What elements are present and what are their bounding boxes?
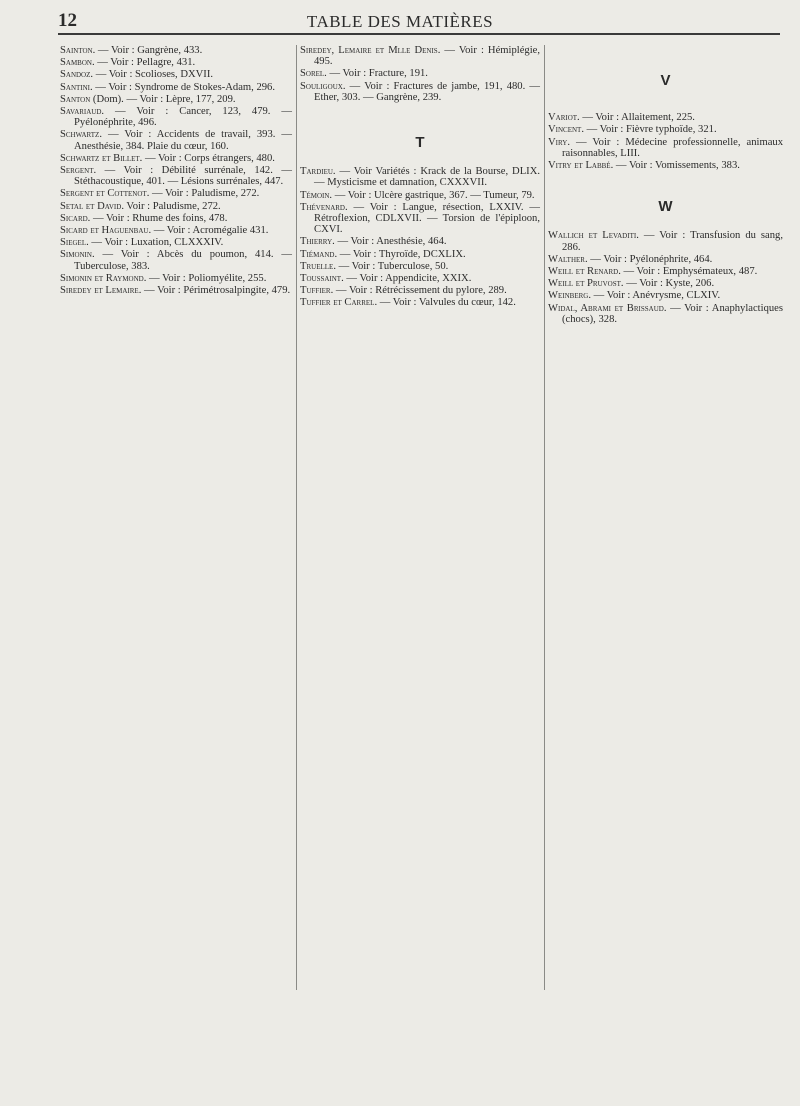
entry-reference: . — Voir : Allaitement, 225.: [577, 112, 695, 124]
index-column-1: [60, 45, 292, 297]
entry-reference: . — Voir : Fractures de jambe, 191, 480. — Ether, 303. — Gangrène, 239.: [314, 80, 540, 103]
index-entry: [60, 213, 292, 224]
entries-s-continued: [300, 45, 540, 103]
entry-reference: . — Voir : Ulcère gastrique, 367. — Tumeur, 79.: [329, 189, 535, 201]
entry-reference: (Dom). — Voir : Lèpre, 177, 209.: [90, 93, 236, 105]
entry-author: Schwartz: [60, 129, 100, 141]
index-entry: [60, 129, 292, 151]
entry-author: Wallich et Levaditi: [548, 230, 637, 242]
entry-author: Weill et Renard: [548, 266, 619, 278]
index-entry: [548, 230, 783, 252]
index-entry: [60, 94, 292, 105]
entry-author: Siredey et Lemaire: [60, 285, 139, 297]
index-entry: [60, 249, 292, 271]
entry-author: Témoin: [300, 189, 330, 201]
entry-author: Vincent: [548, 124, 582, 136]
index-entry: [548, 124, 783, 135]
entry-reference: . — Voir : Acromégalie 431.: [148, 225, 269, 237]
entry-author: Tuffier: [300, 285, 331, 297]
index-entry: [300, 285, 540, 296]
entry-reference: . — Voir : Hémiplégie, 495.: [314, 45, 540, 68]
entry-reference: . — Voir : Fracture, 191.: [324, 68, 428, 80]
index-entry: [300, 273, 540, 284]
entry-author: Widal, Abrami et Brissaud: [548, 302, 664, 314]
entry-author: Savariaud: [60, 106, 102, 118]
index-entry: [300, 81, 540, 103]
entry-reference: . — Voir Variétés : Krack de la Bourse, DLIX. — Mysticisme et damnation, CXXXVII.: [314, 166, 540, 189]
entry-reference: . — Voir : Tuberculose, 50.: [333, 260, 449, 272]
index-entry: [60, 237, 292, 248]
entry-author: Sicard et Haguenbau: [60, 225, 149, 237]
section-letter-t: T: [415, 134, 425, 152]
index-entry: [300, 249, 540, 260]
entry-author: Walther: [548, 253, 585, 265]
entries-v: [548, 112, 783, 171]
entry-author: Tuffier et Carrel: [300, 297, 375, 309]
entry-reference: . — Voir : Rhume des foins, 478.: [87, 212, 228, 224]
entry-reference: . — Voir : Fièvre typhoïde, 321.: [581, 124, 717, 136]
entry-author: Toussaint: [300, 273, 342, 285]
entry-reference: . — Voir : Pellagre, 431.: [91, 57, 196, 69]
page-title: TABLE DES MATIÈRES: [306, 12, 494, 31]
column-divider: [296, 45, 297, 990]
index-entry: [300, 202, 540, 236]
index-entry: [60, 285, 292, 296]
index-entry: [548, 278, 783, 289]
entry-author: Truelle: [300, 260, 334, 272]
entry-reference: . — Voir : Valvules du cœur, 142.: [374, 297, 516, 309]
index-entry: [548, 112, 783, 123]
entry-author: Thévenard: [300, 201, 345, 213]
entry-author: Sergent: [60, 165, 94, 177]
entries-t: [300, 166, 540, 308]
index-entry: [60, 165, 292, 187]
entries-w: [548, 230, 783, 325]
entry-reference: . — Voir : Corps étrangers, 480.: [139, 152, 275, 164]
entry-reference: . — Voir : Transfusion du sang, 286.: [562, 230, 783, 253]
index-entry: [60, 82, 292, 93]
header-rule: [58, 33, 780, 35]
column-divider: [544, 45, 545, 990]
entry-reference: . — Voir : Accidents de travail, 393. — Anesthésie, 384. Plaie du cœur, 160.: [74, 129, 292, 152]
index-entry: [60, 273, 292, 284]
entry-reference: . — Voir : Rétrécissement du pylore, 289.: [330, 285, 507, 297]
index-entry: [548, 303, 783, 325]
index-entry: [300, 45, 540, 67]
index-entry: [60, 106, 292, 128]
index-column-2: [300, 45, 540, 310]
index-entry: [300, 261, 540, 272]
index-column-3: [548, 45, 783, 326]
index-entry: [60, 69, 292, 80]
entry-author: Thierry: [300, 236, 333, 248]
entry-reference: . Voir : Paludisme, 272.: [121, 200, 221, 212]
index-entry: [60, 45, 292, 56]
index-entry: [300, 190, 540, 201]
entry-reference: . — Voir : Anesthésie, 464.: [332, 236, 447, 248]
entry-author: Viry: [548, 136, 568, 148]
entry-reference: . — Voir : Kyste, 206.: [620, 278, 715, 290]
entry-author: Schwartz et Billet: [60, 152, 140, 164]
entry-author: Sergent et Cottenot: [60, 188, 147, 200]
entry-author: Santon: [60, 93, 91, 105]
entry-reference: . — Voir : Thyroïde, DCXLIX.: [334, 248, 466, 260]
index-entry: [548, 254, 783, 265]
entry-reference: . — Voir : Gangrène, 433.: [92, 45, 203, 56]
index-entry: [548, 137, 783, 159]
entry-author: Sambon: [60, 57, 92, 69]
entry-reference: . — Voir : Appendicite, XXIX.: [341, 273, 472, 285]
entry-author: Sicard: [60, 212, 88, 224]
entry-reference: . — Voir : Cancer, 123, 479. — Pyélonéphrite, 496.: [74, 106, 292, 129]
index-entry: [548, 160, 783, 171]
index-entry: [60, 153, 292, 164]
entry-author: Variot: [548, 112, 578, 124]
entry-reference: . — Voir : Luxation, CLXXXIV.: [86, 237, 224, 249]
entry-reference: . — Voir : Pyélonéphrite, 464.: [584, 253, 713, 265]
entry-author: Simonin: [60, 249, 92, 261]
entry-author: Setal et David: [60, 200, 122, 212]
entry-author: Weinberg: [548, 290, 589, 302]
entry-author: Santini: [60, 81, 90, 93]
entry-author: Sainton: [60, 45, 93, 56]
index-entry: [300, 166, 540, 188]
entry-author: Sandoz: [60, 69, 91, 81]
index-entry: [300, 68, 540, 79]
entry-reference: . — Voir : Médecine professionnelle, animaux raisonnables, LIII.: [562, 136, 783, 159]
entry-author: Tiémand: [300, 248, 335, 260]
entry-reference: . — Voir : Débilité surrénale, 142. — Stéthacoustique, 401. — Lésions surrénales, 447.: [74, 165, 292, 188]
index-entry: [548, 290, 783, 301]
entry-reference: . — Voir : Emphysémateux, 487.: [618, 266, 758, 278]
entry-reference: . — Voir : Poliomyélite, 255.: [143, 272, 267, 284]
entry-author: Sorel: [300, 68, 325, 80]
index-entry: [60, 225, 292, 236]
index-entry: [300, 236, 540, 247]
entry-author: Siegel: [60, 237, 87, 249]
index-entry: [60, 201, 292, 212]
entry-author: Tardieu: [300, 166, 333, 178]
entry-reference: . — Voir : Vomissements, 383.: [610, 160, 740, 172]
entry-reference: . — Voir : Scolioses, DXVII.: [90, 69, 214, 81]
entry-reference: . — Voir : Abcès du poumon, 414. — Tuberculose, 383.: [74, 249, 292, 272]
section-letter-v: V: [660, 72, 671, 89]
entry-author: Simonin et Raymond: [60, 272, 144, 284]
entry-author: Souligoux: [300, 80, 343, 92]
entry-author: Siredey, Lemaire et Mlle Denis: [300, 45, 438, 56]
page-number: 12: [58, 10, 77, 31]
entry-reference: . — Voir : Syndrome de Stokes-Adam, 296.: [90, 81, 275, 93]
index-entry: [548, 266, 783, 277]
entry-reference: . — Voir : Anévrysme, CLXIV.: [588, 290, 721, 302]
entry-author: Vitry et Labbé: [548, 160, 611, 172]
entry-reference: . — Voir : Paludisme, 272.: [146, 188, 260, 200]
index-entry: [60, 188, 292, 199]
entry-author: Weill et Pruvost: [548, 278, 621, 290]
section-letter-w: W: [658, 198, 673, 216]
entry-reference: . — Voir : Langue, résection, LXXIV. — Rétroflexion, CDLXVII. — Torsion de l'épiploon, CXVI.: [314, 201, 540, 236]
entry-reference: . — Voir : Anaphylactiques (chocs), 328.: [562, 302, 783, 325]
index-entry: [60, 57, 292, 68]
index-entry: [300, 297, 540, 308]
entry-reference: . — Voir : Périmétrosalpingite, 479.: [138, 285, 291, 297]
